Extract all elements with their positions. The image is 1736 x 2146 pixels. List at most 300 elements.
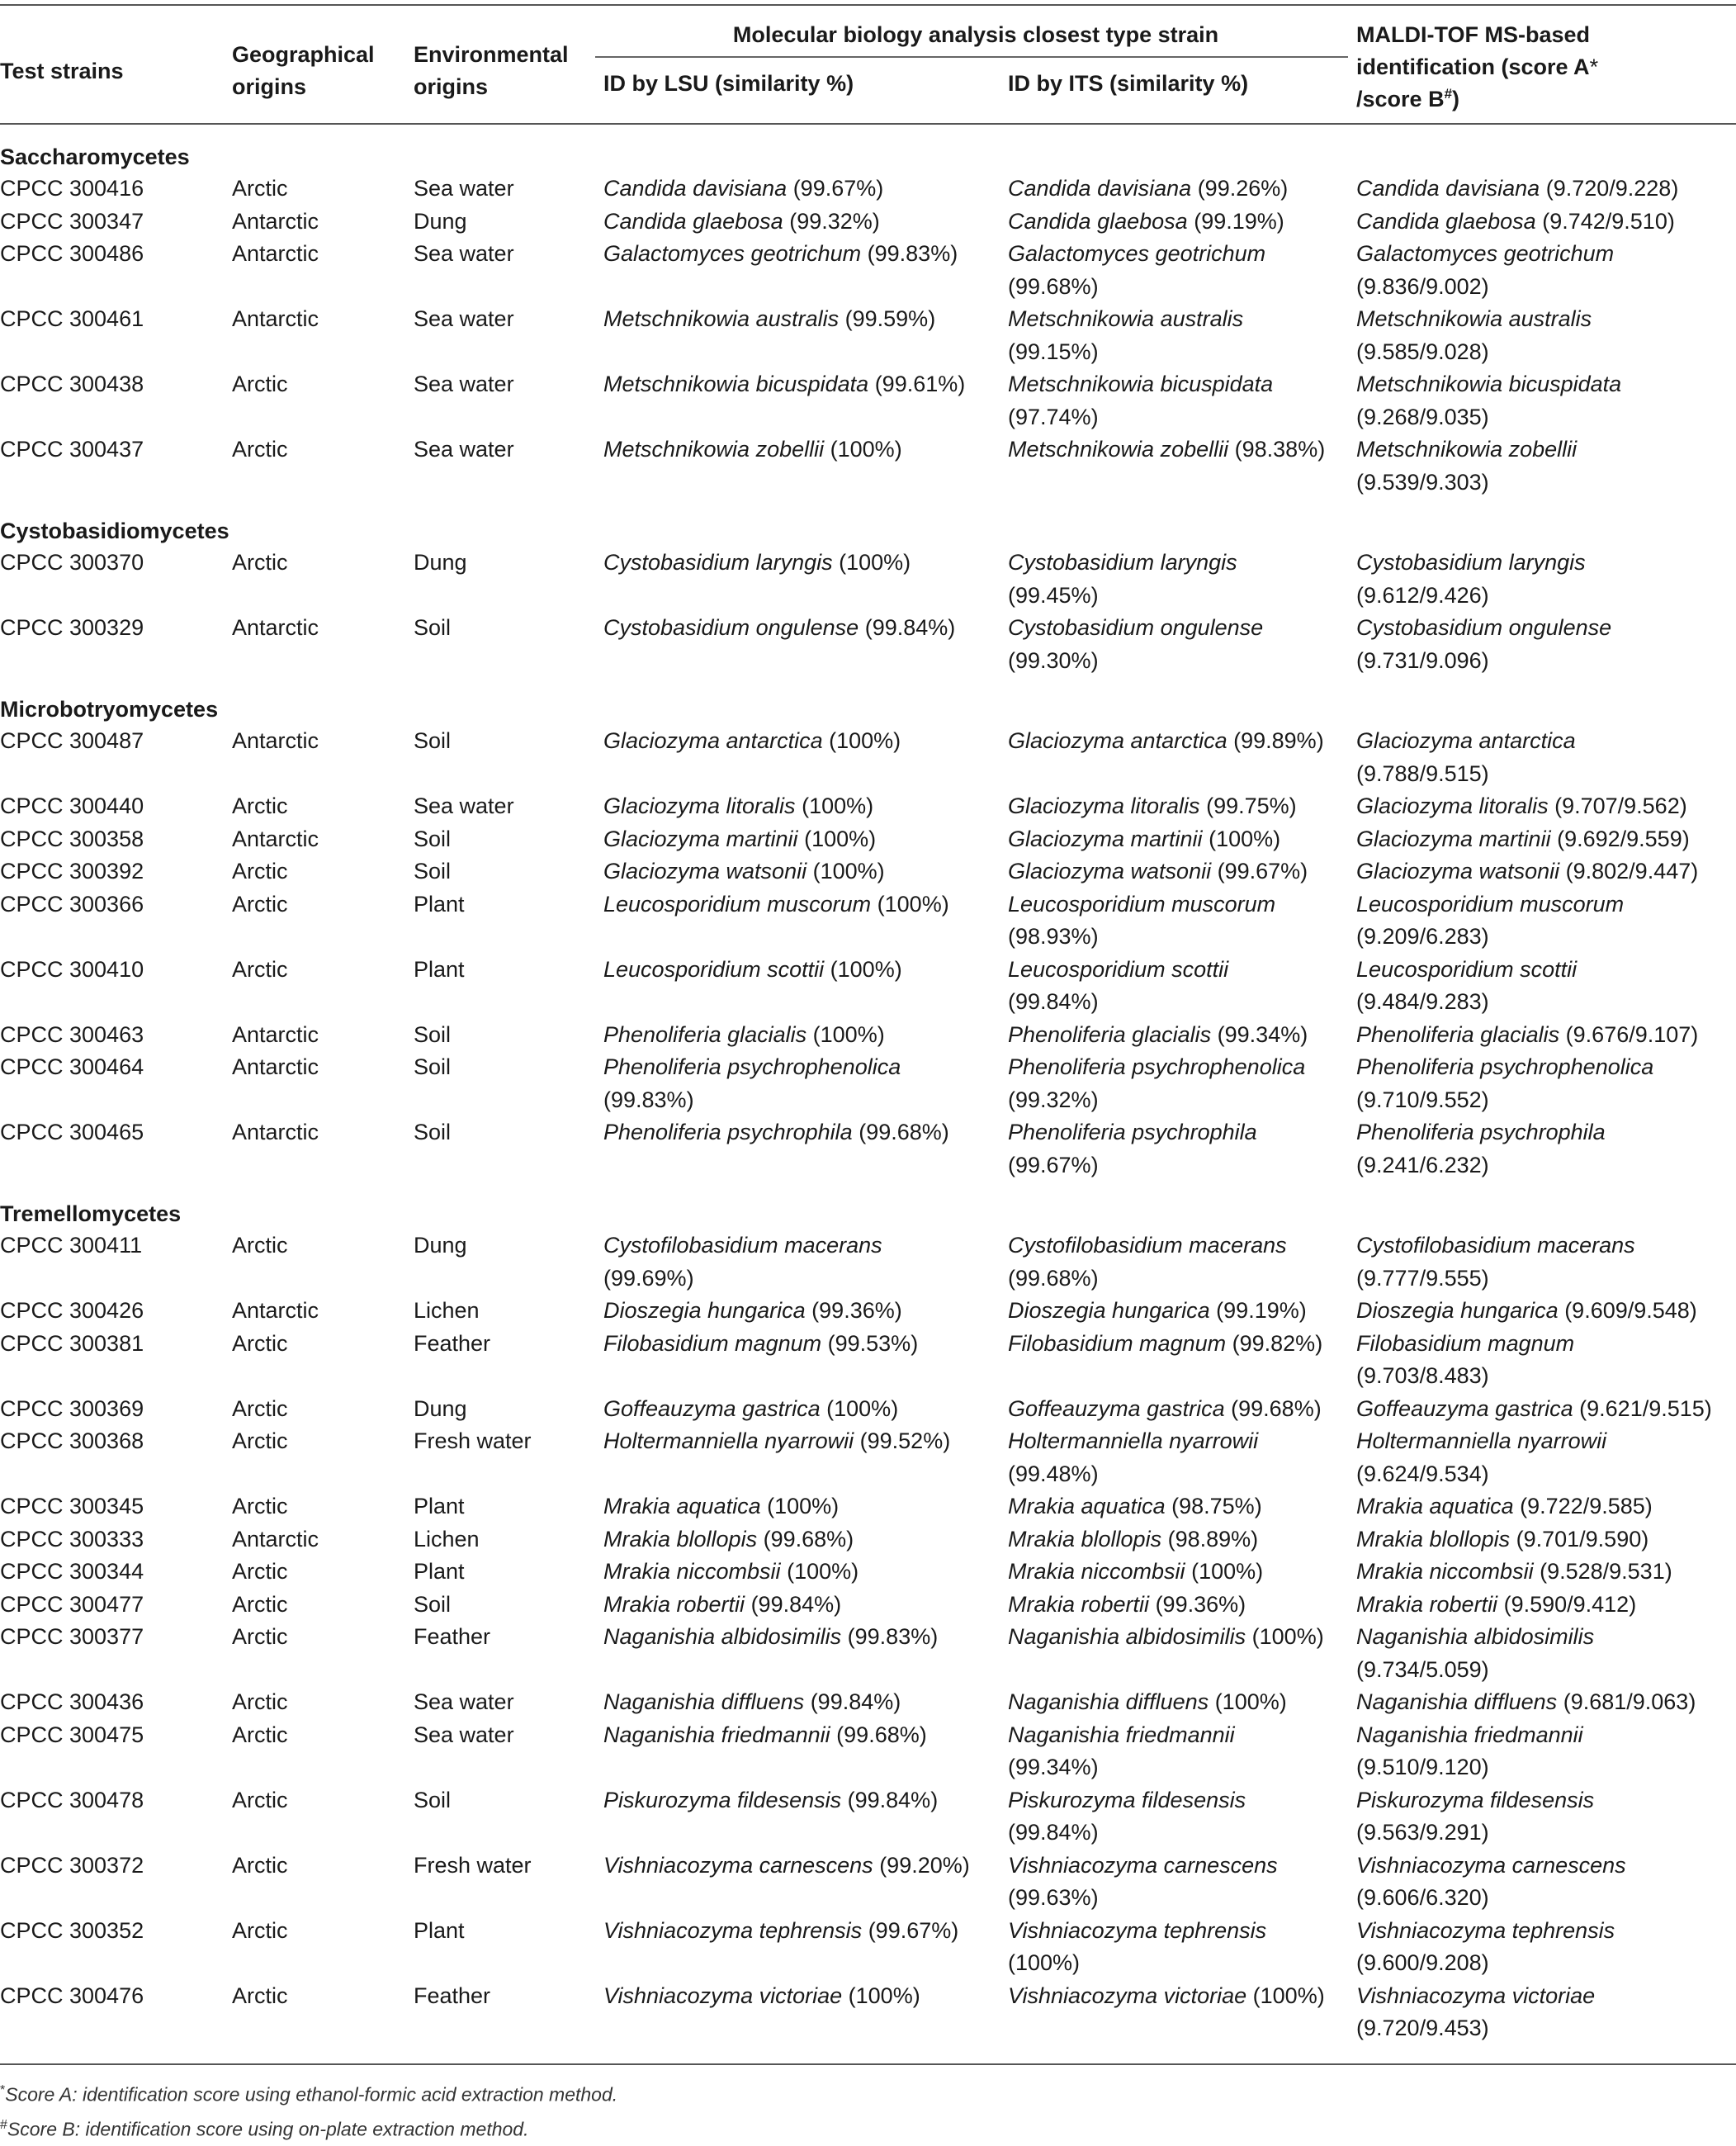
environmental-origin: Feather xyxy=(410,1980,595,2064)
its-identification xyxy=(1000,433,1348,499)
environmental-origin: Soil xyxy=(414,1054,452,1079)
environmental-origin: Soil xyxy=(414,1120,452,1144)
score-value: (99.15%) xyxy=(1008,339,1099,364)
maldi-identification xyxy=(1348,1295,1736,1328)
score-value: (100%) xyxy=(1214,1689,1287,1714)
maldi-identification xyxy=(1348,888,1736,954)
strain-id: CPCC 300438 xyxy=(0,372,144,396)
its-identification xyxy=(1000,888,1348,954)
species-name: Phenoliferia psychrophila xyxy=(1356,1120,1606,1144)
footnote-text: Score B: identification score using on-plate extraction method. xyxy=(7,2118,529,2140)
score-value: (9.707/9.562) xyxy=(1554,793,1687,818)
species-name: Phenoliferia glacialis xyxy=(1008,1021,1212,1047)
lsu-identification xyxy=(595,612,1000,677)
maldi-identification xyxy=(1348,823,1736,856)
species-name: Piskurozyma fildesensis xyxy=(603,1787,842,1812)
species-name: Metschnikowia australis xyxy=(1356,306,1592,331)
species-name: Galactomyces geotrichum xyxy=(1356,241,1615,266)
maldi-identification xyxy=(1348,1556,1736,1589)
species-name: Candida davisiana xyxy=(1356,176,1540,201)
geographical-origin: Antarctic xyxy=(232,615,319,640)
species-name: Phenoliferia psychrophila xyxy=(1008,1120,1257,1144)
species-name: Candida davisiana xyxy=(1008,176,1192,201)
species-name: Glaciozyma watsonii xyxy=(603,859,807,884)
its-identification xyxy=(1000,1425,1348,1490)
strain-id: CPCC 300377 xyxy=(0,1624,144,1649)
strain-id: CPCC 300333 xyxy=(0,1526,144,1551)
score-value: (9.563/9.291) xyxy=(1356,1820,1489,1845)
maldi-identification xyxy=(1348,433,1736,499)
score-value: (99.84%) xyxy=(1008,1820,1099,1845)
table-row xyxy=(0,1328,1736,1393)
environmental-origin: Plant xyxy=(414,956,465,982)
geographical-origin: Antarctic xyxy=(232,241,319,266)
species-name: Cystobasidium ongulense xyxy=(1008,615,1264,640)
its-identification xyxy=(1000,1490,1348,1523)
score-value: (9.720/9.453) xyxy=(1356,2016,1489,2040)
maldi-identification xyxy=(1348,725,1736,790)
geographical-origin: Arctic xyxy=(232,1395,288,1421)
maldi-identification xyxy=(1348,1019,1736,1052)
species-name: Naganishia friedmannii xyxy=(1356,1722,1583,1747)
its-identification xyxy=(1000,547,1348,612)
score-value: (100%) xyxy=(1209,826,1281,851)
strain-id: CPCC 300392 xyxy=(0,859,144,884)
geographical-origin: Antarctic xyxy=(232,1120,319,1144)
species-name: Mrakia blollopis xyxy=(1008,1526,1162,1551)
geographical-origin: Arctic xyxy=(232,1428,288,1453)
score-value: (100%) xyxy=(812,859,885,884)
lsu-identification xyxy=(595,238,1000,303)
footnote xyxy=(0,2110,1736,2145)
species-name: Naganishia diffluens xyxy=(1008,1689,1209,1714)
species-name: Piskurozyma fildesensis xyxy=(1008,1787,1246,1812)
species-name: Vishniacozyma victoriae xyxy=(1008,1983,1247,2008)
its-identification xyxy=(1000,1295,1348,1328)
maldi-identification xyxy=(1348,1784,1736,1850)
score-value: (9.720/9.228) xyxy=(1545,176,1679,201)
species-name: Candida davisiana xyxy=(603,176,788,201)
score-value: (100%) xyxy=(1251,1624,1324,1649)
environmental-origin: Sea water xyxy=(414,241,514,266)
species-name: Vishniacozyma victoriae xyxy=(1356,1983,1596,2008)
geographical-origin: Arctic xyxy=(232,1917,288,1943)
strain-id: CPCC 300426 xyxy=(0,1298,144,1323)
score-value: (99.59%) xyxy=(844,306,936,331)
maldi-identification xyxy=(1348,1915,1736,1980)
table-row xyxy=(0,433,1736,499)
score-value: (9.621/9.515) xyxy=(1579,1395,1712,1421)
species-name: Metschnikowia zobellii xyxy=(1356,437,1578,462)
species-name: Candida glaebosa xyxy=(603,208,783,234)
its-identification xyxy=(1000,1850,1348,1915)
strain-id: CPCC 300477 xyxy=(0,1591,144,1617)
species-name: Phenoliferia psychrophenolica xyxy=(603,1054,901,1079)
species-name: Holtermanniella nyarrowii xyxy=(1356,1428,1607,1453)
maldi-identification xyxy=(1348,1686,1736,1719)
species-name: Phenoliferia glacialis xyxy=(603,1021,807,1047)
species-name: Mrakia niccombsii xyxy=(1356,1559,1534,1584)
environmental-origin: Sea water xyxy=(414,437,514,462)
score-value: (9.836/9.002) xyxy=(1356,273,1489,299)
species-name: Naganishia albidosimilis xyxy=(1008,1624,1246,1649)
environmental-origin: Soil xyxy=(414,826,452,851)
lsu-identification xyxy=(595,1425,1000,1490)
score-value: (98.89%) xyxy=(1167,1526,1259,1551)
its-identification xyxy=(1000,206,1348,239)
score-value: (99.84%) xyxy=(864,615,956,640)
geographical-origin: Antarctic xyxy=(232,1021,319,1047)
species-name: Cystofilobasidium macerans xyxy=(1008,1233,1287,1258)
species-name: Vishniacozyma carnescens xyxy=(1356,1852,1626,1878)
species-name: Mrakia aquatica xyxy=(1356,1494,1514,1518)
its-identification xyxy=(1000,1980,1348,2064)
its-identification xyxy=(1000,1621,1348,1686)
header-environmental-origins: Environmental origins xyxy=(410,5,595,123)
table-row xyxy=(0,612,1736,677)
its-identification xyxy=(1000,238,1348,303)
lsu-identification xyxy=(595,1556,1000,1589)
score-value: (9.600/9.208) xyxy=(1356,1950,1489,1975)
strain-id: CPCC 300366 xyxy=(0,891,144,917)
score-value: (99.30%) xyxy=(1008,647,1099,673)
strain-id: CPCC 300436 xyxy=(0,1689,144,1714)
table-row xyxy=(0,823,1736,856)
strain-id: CPCC 300381 xyxy=(0,1330,144,1356)
species-name: Cystobasidium laryngis xyxy=(1008,550,1237,575)
geographical-origin: Antarctic xyxy=(232,1054,319,1079)
species-name: Metschnikowia australis xyxy=(1008,306,1244,331)
maldi-identification xyxy=(1348,1621,1736,1686)
maldi-identification xyxy=(1348,1980,1736,2064)
lsu-identification xyxy=(595,1850,1000,1915)
score-value: (99.83%) xyxy=(867,241,958,266)
score-value: (99.19%) xyxy=(1216,1298,1307,1323)
geographical-origin: Arctic xyxy=(232,1330,288,1356)
geographical-origin: Arctic xyxy=(232,1689,288,1714)
environmental-origin: Soil xyxy=(414,1021,452,1047)
species-name: Mrakia niccombsii xyxy=(603,1559,781,1584)
lsu-identification xyxy=(595,433,1000,499)
its-identification xyxy=(1000,303,1348,368)
strain-id: CPCC 300416 xyxy=(0,176,144,201)
table-row xyxy=(0,725,1736,790)
score-value: (100%) xyxy=(830,956,902,982)
score-value: (99.61%) xyxy=(874,372,966,396)
table-row xyxy=(0,1621,1736,1686)
species-name: Metschnikowia zobellii xyxy=(1008,437,1229,462)
species-name: Glaciozyma antarctica xyxy=(1356,728,1576,753)
geographical-origin: Arctic xyxy=(232,1787,288,1812)
its-identification xyxy=(1000,1719,1348,1784)
its-identification xyxy=(1000,725,1348,790)
environmental-origin: Sea water xyxy=(414,1722,514,1747)
footnote xyxy=(0,2075,1736,2110)
strain-id: CPCC 300478 xyxy=(0,1787,144,1812)
footnote-text: Score A: identification score using ethanol-formic acid extraction method. xyxy=(5,2083,618,2106)
species-name: Cystobasidium ongulense xyxy=(1356,615,1612,640)
maldi-identification xyxy=(1348,547,1736,612)
score-value: (9.268/9.035) xyxy=(1356,404,1489,429)
its-identification xyxy=(1000,1051,1348,1116)
species-name: Leucosporidium muscorum xyxy=(603,891,872,917)
score-value: (9.209/6.283) xyxy=(1356,924,1489,949)
species-name: Naganishia friedmannii xyxy=(1008,1722,1235,1747)
strain-id: CPCC 300437 xyxy=(0,437,144,462)
table-row xyxy=(0,1523,1736,1556)
score-value: (100%) xyxy=(848,1983,920,2008)
maldi-identification xyxy=(1348,303,1736,368)
score-value: (100%) xyxy=(1191,1559,1264,1584)
strain-id: CPCC 300465 xyxy=(0,1120,144,1144)
species-name: Mrakia aquatica xyxy=(603,1494,761,1518)
score-value: (99.32%) xyxy=(1008,1087,1099,1112)
table-row xyxy=(0,1980,1736,2064)
species-name: Candida glaebosa xyxy=(1008,208,1188,234)
its-identification xyxy=(1000,368,1348,433)
species-name: Vishniacozyma carnescens xyxy=(603,1852,873,1878)
species-name: Glaciozyma watsonii xyxy=(1356,859,1560,884)
group-row xyxy=(0,499,1736,547)
score-value: (98.75%) xyxy=(1171,1494,1262,1518)
environmental-origin: Soil xyxy=(414,728,452,753)
score-value: (9.734/5.059) xyxy=(1356,1656,1489,1682)
species-name: Mrakia blollopis xyxy=(1356,1526,1511,1551)
strain-id: CPCC 300475 xyxy=(0,1722,144,1747)
species-name: Leucosporidium muscorum xyxy=(1008,891,1276,917)
score-value: (99.84%) xyxy=(810,1689,901,1714)
lsu-identification xyxy=(595,1523,1000,1556)
geographical-origin: Antarctic xyxy=(232,208,319,234)
strain-id: CPCC 300372 xyxy=(0,1852,144,1878)
lsu-identification xyxy=(595,823,1000,856)
score-value: (99.84%) xyxy=(1008,989,1099,1014)
geographical-origin: Arctic xyxy=(232,1233,288,1258)
environmental-origin: Feather xyxy=(414,1330,491,1356)
maldi-identification xyxy=(1348,1850,1736,1915)
environmental-origin: Soil xyxy=(414,1787,452,1812)
score-value: (99.75%) xyxy=(1206,793,1297,818)
score-value: (99.36%) xyxy=(811,1298,902,1323)
score-value: (9.692/9.559) xyxy=(1557,826,1690,851)
score-value: (99.84%) xyxy=(847,1787,939,1812)
species-name: Cystofilobasidium macerans xyxy=(603,1233,882,1258)
species-name: Glaciozyma watsonii xyxy=(1008,859,1212,884)
geographical-origin: Arctic xyxy=(232,1624,288,1649)
header-molecular-analysis: Molecular biology analysis closest type strain xyxy=(595,5,1348,57)
score-value: (99.19%) xyxy=(1194,208,1284,234)
lsu-identification xyxy=(595,1051,1000,1116)
strain-id: CPCC 300440 xyxy=(0,793,144,818)
table-row xyxy=(0,1686,1736,1719)
species-name: Vishniacozyma carnescens xyxy=(1008,1852,1278,1878)
lsu-identification xyxy=(595,888,1000,954)
species-name: Naganishia albidosimilis xyxy=(1356,1624,1595,1649)
environmental-origin: Lichen xyxy=(414,1526,480,1551)
lsu-identification xyxy=(595,790,1000,823)
table-row xyxy=(0,1019,1736,1052)
species-name: Glaciozyma litoralis xyxy=(1008,793,1200,818)
maldi-identification xyxy=(1348,1051,1736,1116)
table-row xyxy=(0,1393,1736,1426)
score-value: (99.45%) xyxy=(1008,582,1099,608)
score-value: (100%) xyxy=(839,550,911,575)
table-row xyxy=(0,790,1736,823)
score-value: (99.67%) xyxy=(868,1917,959,1943)
score-value: (9.788/9.515) xyxy=(1356,760,1489,786)
score-value: (99.34%) xyxy=(1008,1755,1099,1779)
table-row xyxy=(0,1490,1736,1523)
its-identification xyxy=(1000,1784,1348,1850)
lsu-identification xyxy=(595,1621,1000,1686)
table-row xyxy=(0,238,1736,303)
species-name: Glaciozyma litoralis xyxy=(1356,793,1549,818)
environmental-origin: Sea water xyxy=(414,1689,514,1714)
score-value: (99.68%) xyxy=(1008,273,1099,299)
group-name: Tremellomycetes xyxy=(0,1201,182,1226)
species-name: Cystobasidium laryngis xyxy=(603,550,833,575)
score-value: (99.89%) xyxy=(1233,728,1324,753)
species-name: Candida glaebosa xyxy=(1356,208,1536,234)
score-value: (99.84%) xyxy=(750,1591,842,1617)
species-name: Naganishia diffluens xyxy=(603,1689,805,1714)
score-value: (99.68%) xyxy=(763,1526,854,1551)
header-maldi-tof: MALDI-TOF MS-based identification (score A* /score B#) xyxy=(1348,5,1736,123)
lsu-identification xyxy=(595,1116,1000,1182)
species-name: Naganishia friedmannii xyxy=(603,1722,830,1747)
score-value: (99.67%) xyxy=(1217,859,1308,884)
footnote-mark: * xyxy=(0,2082,6,2097)
species-name: Galactomyces geotrichum xyxy=(603,241,862,266)
species-name: Vishniacozyma tephrensis xyxy=(1356,1917,1615,1943)
its-identification xyxy=(1000,1915,1348,1980)
environmental-origin: Plant xyxy=(414,891,465,917)
table-row xyxy=(0,1719,1736,1784)
footnotes xyxy=(0,2065,1736,2145)
species-name: Phenoliferia psychrophila xyxy=(603,1120,853,1144)
species-name: Mrakia aquatica xyxy=(1008,1494,1166,1518)
species-name: Mrakia niccombsii xyxy=(1008,1559,1185,1584)
its-identification xyxy=(1000,1116,1348,1182)
species-name: Goffeauzyma gastrica xyxy=(1008,1395,1225,1421)
table-row xyxy=(0,888,1736,954)
species-name: Vishniacozyma tephrensis xyxy=(1008,1917,1267,1943)
its-identification xyxy=(1000,855,1348,888)
score-value: (9.609/9.548) xyxy=(1564,1298,1697,1323)
geographical-origin: Arctic xyxy=(232,437,288,462)
geographical-origin: Arctic xyxy=(232,956,288,982)
table-row xyxy=(0,206,1736,239)
species-name: Dioszegia hungarica xyxy=(603,1298,806,1323)
group-row xyxy=(0,1182,1736,1229)
species-name: Dioszegia hungarica xyxy=(1356,1298,1559,1323)
strain-id: CPCC 300368 xyxy=(0,1428,144,1453)
geographical-origin: Antarctic xyxy=(232,1298,319,1323)
its-identification xyxy=(1000,1556,1348,1589)
score-value: (99.67%) xyxy=(1008,1152,1099,1177)
geographical-origin: Antarctic xyxy=(232,826,319,851)
score-value: (100%) xyxy=(767,1494,840,1518)
lsu-identification xyxy=(595,206,1000,239)
table-row xyxy=(0,1556,1736,1589)
environmental-origin: Sea water xyxy=(414,176,514,201)
geographical-origin: Arctic xyxy=(229,1980,410,2064)
its-identification xyxy=(1000,1328,1348,1393)
score-value: (9.528/9.531) xyxy=(1540,1559,1672,1584)
group-name: Microbotryomycetes xyxy=(0,697,219,722)
geographical-origin: Arctic xyxy=(232,859,288,884)
header-id-by-its: ID by ITS (similarity %) xyxy=(1008,71,1249,96)
strain-id: CPCC 300411 xyxy=(0,1233,143,1258)
species-name: Vishniacozyma tephrensis xyxy=(603,1917,863,1943)
strain-id: CPCC 300352 xyxy=(0,1917,144,1943)
group-row xyxy=(0,124,1736,173)
species-name: Metschnikowia australis xyxy=(603,306,840,331)
header-test-strains: Test strains xyxy=(0,5,229,123)
geographical-origin: Arctic xyxy=(232,793,288,818)
score-value: (99.67%) xyxy=(792,176,884,201)
lsu-identification xyxy=(595,303,1000,368)
its-identification xyxy=(1000,1393,1348,1426)
its-identification xyxy=(1000,1229,1348,1295)
lsu-identification xyxy=(595,1589,1000,1622)
environmental-origin: Sea water xyxy=(414,306,514,331)
species-name: Metschnikowia bicuspidata xyxy=(1008,372,1274,396)
species-name: Glaciozyma antarctica xyxy=(603,728,823,753)
species-name: Leucosporidium scottii xyxy=(603,956,825,982)
maldi-identification xyxy=(1348,173,1736,206)
score-value: (9.606/6.320) xyxy=(1356,1885,1489,1910)
strain-id: CPCC 300476 xyxy=(0,1980,229,2064)
table-row xyxy=(0,855,1736,888)
environmental-origin: Plant xyxy=(414,1559,465,1584)
score-value: (9.710/9.552) xyxy=(1356,1087,1489,1112)
environmental-origin: Sea water xyxy=(414,372,514,396)
its-identification xyxy=(1000,1589,1348,1622)
species-name: Holtermanniella nyarrowii xyxy=(603,1428,854,1453)
table-row xyxy=(0,1116,1736,1182)
its-identification xyxy=(1000,612,1348,677)
score-value: (9.241/6.232) xyxy=(1356,1152,1489,1177)
score-value: (99.68%) xyxy=(836,1722,927,1747)
lsu-identification xyxy=(595,725,1000,790)
lsu-identification xyxy=(595,1019,1000,1052)
score-value: (9.681/9.063) xyxy=(1563,1689,1696,1714)
species-name: Leucosporidium scottii xyxy=(1008,956,1229,982)
score-value: (9.701/9.590) xyxy=(1516,1526,1649,1551)
score-value: (99.63%) xyxy=(1008,1885,1099,1910)
score-value: (99.68%) xyxy=(1231,1395,1322,1421)
maldi-identification xyxy=(1348,1328,1736,1393)
maldi-identification xyxy=(1348,1490,1736,1523)
species-name: Naganishia diffluens xyxy=(1356,1689,1558,1714)
score-value: (9.802/9.447) xyxy=(1565,859,1699,884)
strain-id: CPCC 300486 xyxy=(0,241,144,266)
lsu-identification xyxy=(595,855,1000,888)
score-value: (98.38%) xyxy=(1234,437,1326,462)
species-name: Piskurozyma fildesensis xyxy=(1356,1787,1595,1812)
score-value: (100%) xyxy=(802,793,874,818)
score-value: (9.585/9.028) xyxy=(1356,339,1489,364)
table-row xyxy=(0,954,1736,1019)
species-name: Filobasidium magnum xyxy=(1356,1330,1575,1356)
geographical-origin: Arctic xyxy=(232,1722,288,1747)
environmental-origin: Dung xyxy=(414,1233,467,1258)
species-name: Mrakia robertii xyxy=(1008,1591,1150,1617)
geographical-origin: Arctic xyxy=(232,1559,288,1584)
score-value: (100%) xyxy=(812,1021,885,1047)
score-value: (99.83%) xyxy=(603,1087,694,1112)
